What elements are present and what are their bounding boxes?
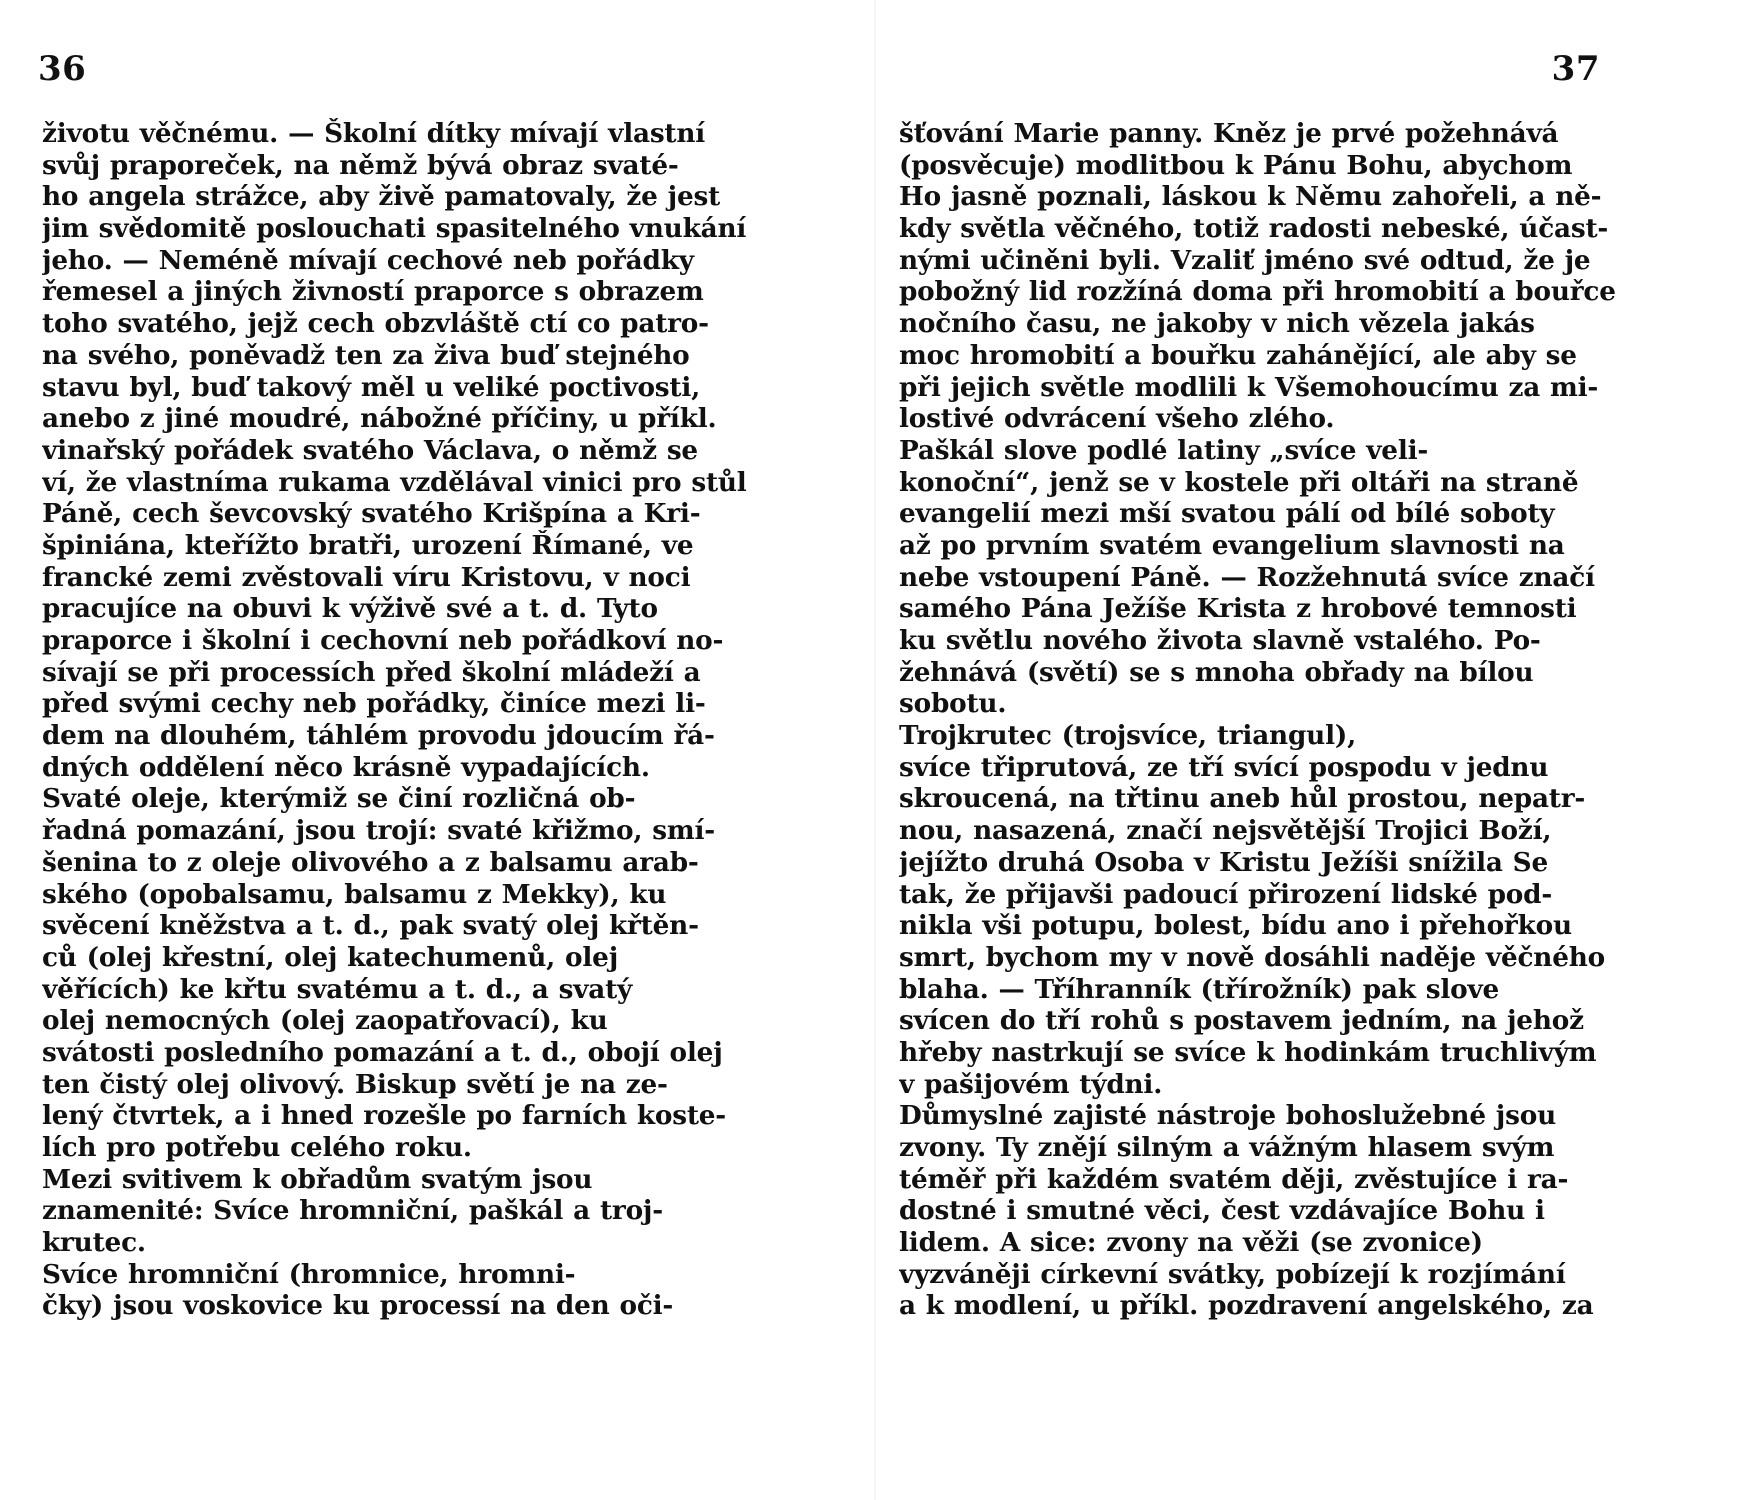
text-line: až po prvním svatém evangelium slavnosti na xyxy=(899,529,1565,561)
text-line: nou, nasazená, značí nejsvětější Trojici Boží, xyxy=(899,815,1552,847)
text-line: lích pro potřebu celého roku. xyxy=(42,1132,472,1163)
text-line: ví, že vlastníma rukama vzdělával vinici pro stůl xyxy=(42,466,747,498)
text-line: francké zemi zvěstovali víru Kristovu, v noci xyxy=(42,561,691,593)
text-line: svátosti posledního pomazání a t. d., obojí olej xyxy=(42,1036,723,1068)
text-line: Ho jasně poznali, láskou k Němu zahořeli, a ně- xyxy=(899,181,1602,213)
text-line: svíce třiprutová, ze tří svící pospodu v jednu xyxy=(899,751,1549,783)
text-line: toho svatého, jejž cech obzvláště ctí co patro- xyxy=(42,308,709,340)
text-line: špiniána, kteřížto bratři, urození Římané, ve xyxy=(42,529,694,561)
right-page xyxy=(875,0,1750,1500)
text-line: svícen do tří rohů s postavem jedním, na jehož xyxy=(899,1005,1584,1037)
right-page-number: 37 xyxy=(1551,49,1600,89)
text-line: vinařský pořádek svatého Václava, o němž se xyxy=(42,434,698,466)
text-line: Páně, cech ševcovský svatého Krišpína a Kri- xyxy=(42,498,701,530)
text-line: skroucená, na třtinu aneb hůl prostou, nepatr- xyxy=(899,783,1586,815)
text-line: sívají se při processích před školní mládeží a xyxy=(42,656,701,688)
text-line: šťování Marie panny. Kněz je prvé požehnává xyxy=(899,118,1559,149)
text-line: řemesel a jiných živností praporce s obrazem xyxy=(42,276,704,308)
text-line: dostné i smutné věci, čest vzdávajíce Bohu i xyxy=(899,1195,1545,1227)
text-line: stavu byl, buď takový měl u veliké poctivosti, xyxy=(42,371,701,403)
text-line: praporce i školní i cechovní neb pořádkoví no- xyxy=(42,625,724,656)
text-line: na svého, poněvadž ten za živa buď stejného xyxy=(42,339,690,371)
text-line: dem na dlouhém, táhlém provodu jdoucím řá- xyxy=(42,720,715,752)
text-line: ců (olej křestní, olej katechumenů, olej xyxy=(42,941,619,973)
text-line: lený čtvrtek, a i hned rozešle po farních koste- xyxy=(42,1100,727,1132)
right-page-text xyxy=(899,118,1684,1322)
text-line: čky) jsou voskovice ku processí na den oči- xyxy=(42,1290,674,1322)
text-line: tak, že přijavši padoucí přirození lidské pod- xyxy=(899,878,1553,910)
text-line: v pašijovém týdni. xyxy=(899,1068,1163,1100)
text-line: při jejich světle modlili k Všemohoucímu za mi- xyxy=(899,371,1599,403)
text-line: Mezi svitivem k obřadům svatým jsou xyxy=(42,1163,593,1195)
text-line: Trojkrutec (trojsvíce, triangul), xyxy=(899,720,1357,752)
text-line: Důmyslné zajisté nástroje bohoslužebné jsou xyxy=(899,1100,1556,1132)
text-line: žehnává (světí) se s mnoha obřady na bílou xyxy=(899,656,1534,688)
text-line: řadná pomazání, jsou trojí: svaté křižmo, smí- xyxy=(42,815,715,847)
text-line: zvony. Ty znějí silným a vážným hlasem svým xyxy=(899,1132,1555,1163)
text-line: vyzváněji církevní svátky, pobízejí k rozjímání xyxy=(899,1258,1566,1290)
text-line: životu věčnému. — Školní dítky mívají vlastní xyxy=(42,118,706,149)
text-line: svěcení kněžstva a t. d., pak svatý olej křtěn- xyxy=(42,910,699,942)
text-line: znamenité: Svíce hromniční, paškál a troj- xyxy=(42,1195,663,1227)
text-line: anebo z jiné moudré, nábožné příčiny, u příkl. xyxy=(42,403,717,435)
text-line: nikla vši potupu, bolest, bídu ano i přehořkou xyxy=(899,910,1572,942)
text-line: před svými cechy neb pořádky, činíce mezi li- xyxy=(42,688,706,720)
text-line: evangelií mezi mší svatou pálí od bílé soboty xyxy=(899,498,1555,530)
left-page-number: 36 xyxy=(38,49,87,89)
text-line: ten čistý olej olivový. Biskup světí je na ze- xyxy=(42,1068,668,1100)
text-line: pracujíce na obuvi k výživě své a t. d. Tyto xyxy=(42,593,658,625)
text-line: jeho. — Neméně mívají cechové neb pořádky xyxy=(42,244,694,276)
text-line: Svíce hromniční (hromnice, hromni- xyxy=(42,1258,576,1290)
text-line: sobotu. xyxy=(899,688,1007,720)
text-line: téměř při každém svatém ději, zvěstujíce i ra- xyxy=(899,1163,1569,1195)
text-line: dných oddělení něco krásně vypadajících. xyxy=(42,751,650,783)
text-line: hřeby nastrkují se svíce k hodinkám truchlivým xyxy=(899,1036,1597,1068)
text-line: moc hromobití a bouřku zahánějící, ale aby se xyxy=(899,339,1577,371)
text-line: kdy světla věčného, totiž radosti nebeské, účast- xyxy=(899,213,1609,245)
text-line: Paškál slove podlé latiny „svíce veli- xyxy=(899,434,1429,466)
text-line: jejížto druhá Osoba v Kristu Ježíši snížila Se xyxy=(899,846,1548,878)
text-line: ku světlu nového života slavně vstalého. Po- xyxy=(899,625,1541,656)
text-line: ho angela strážce, aby živě pamatovaly, že jest xyxy=(42,181,721,213)
text-line: samého Pána Ježíše Krista z hrobové temnosti xyxy=(899,593,1577,625)
text-line: šenina to z oleje olivového a z balsamu arab- xyxy=(42,846,699,878)
text-line: konoční“, jenž se v kostele při oltáři na straně xyxy=(899,466,1579,498)
text-line: a k modlení, u příkl. pozdravení angelského, za xyxy=(899,1290,1594,1322)
text-line: olej nemocných (olej zaopatřovací), ku xyxy=(42,1005,608,1037)
text-line: lostivé odvrácení všeho zlého. xyxy=(899,403,1335,435)
text-line: blaha. — Tříhranník (třírožník) pak slove xyxy=(899,973,1500,1005)
text-line: svůj praporeček, na němž bývá obraz svaté- xyxy=(42,149,679,181)
text-line: lidem. A sice: zvony na věži (se zvonice) xyxy=(899,1227,1483,1259)
text-line: nými učiněni byli. Vzaliť jméno své odtud, že je xyxy=(899,244,1591,276)
text-line: jim svědomitě poslouchati spasitelného vnukání xyxy=(42,213,747,245)
text-line: nočního času, ne jakoby v nich vězela jakás xyxy=(899,308,1535,340)
text-line: (posvěcuje) modlitbou k Pánu Bohu, abychom xyxy=(899,149,1573,181)
text-line: věřících) ke křtu svatému a t. d., a svatý xyxy=(42,973,633,1005)
text-line: Svaté oleje, kterýmiž se činí rozličná ob- xyxy=(42,783,636,815)
text-line: smrt, bychom my v nově dosáhli naděje věčného xyxy=(899,941,1606,973)
text-line: nebe vstoupení Páně. — Rozžehnutá svíce značí xyxy=(899,561,1595,593)
text-line: krutec. xyxy=(42,1227,146,1259)
left-page-text xyxy=(42,118,832,1322)
text-line: ského (opobalsamu, balsamu z Mekky), ku xyxy=(42,878,667,910)
text-line: pobožný lid rozžíná doma při hromobití a bouřce xyxy=(899,276,1616,308)
